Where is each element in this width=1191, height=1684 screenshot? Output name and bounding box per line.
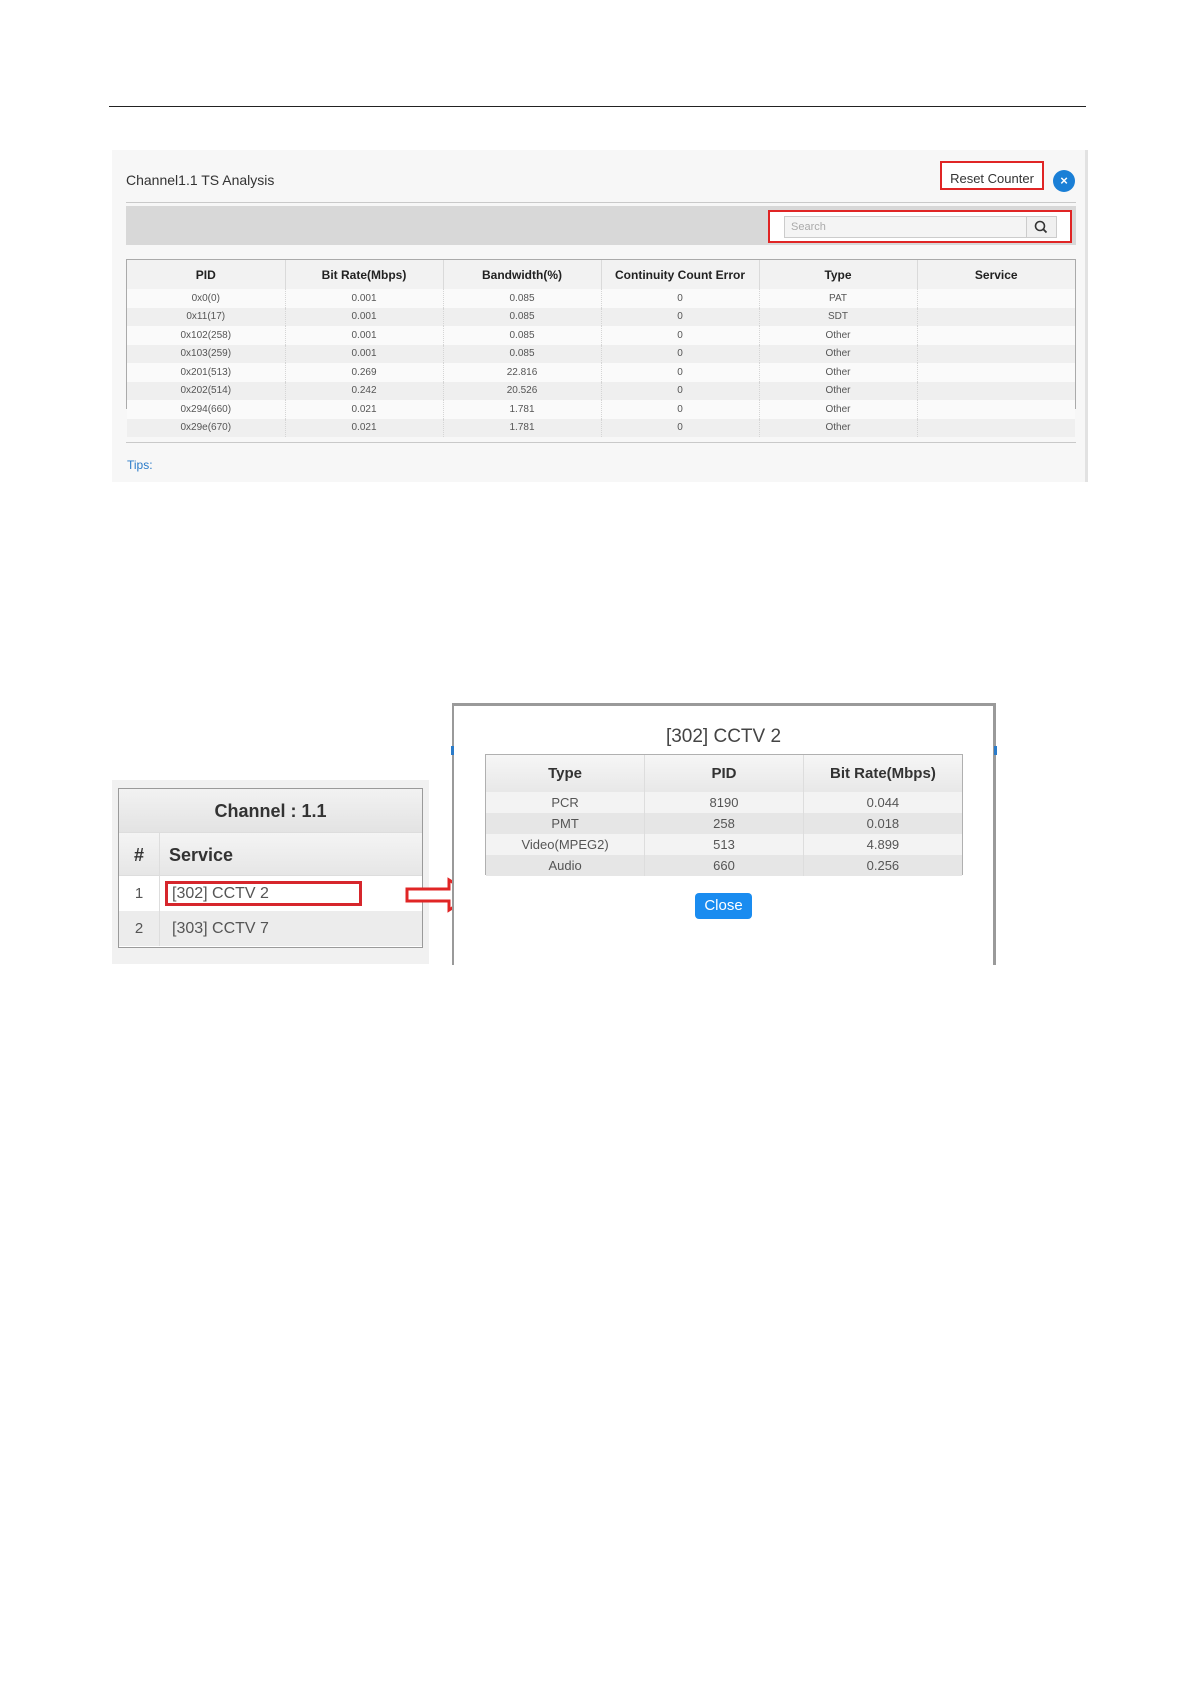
cc-error-cell: 0	[601, 400, 759, 419]
pid-cell: 258	[645, 813, 804, 834]
pid-cell: 0x294(660)	[127, 400, 285, 419]
channel-service-panel	[112, 780, 429, 964]
table-header-row	[119, 833, 422, 876]
column-header[interactable]: Bit Rate(Mbps)	[285, 260, 443, 289]
service-cell	[917, 419, 1075, 438]
search-highlight	[768, 210, 1072, 243]
column-header[interactable]: PID	[127, 260, 285, 289]
pid-cell: 0x0(0)	[127, 289, 285, 308]
service-row[interactable]	[119, 911, 422, 946]
close-icon[interactable]: ×	[1053, 170, 1075, 192]
tips-link[interactable]: Tips:	[127, 458, 153, 472]
table-row[interactable]	[127, 419, 1075, 438]
table-row	[486, 834, 962, 855]
bitrate-cell: 0.256	[803, 855, 962, 876]
edge-artifact	[451, 746, 454, 755]
pid-cell: 0x103(259)	[127, 345, 285, 364]
type-cell: Video(MPEG2)	[486, 834, 645, 855]
ts-analysis-panel	[112, 150, 1088, 482]
cc-error-cell: 0	[601, 419, 759, 438]
column-header: Bit Rate(Mbps)	[803, 755, 962, 792]
service-link[interactable]	[160, 911, 422, 946]
bandwidth-cell: 1.781	[443, 419, 601, 438]
service-detail-dialog	[452, 703, 996, 965]
type-cell: PMT	[486, 813, 645, 834]
bitrate-cell: 0.021	[285, 400, 443, 419]
bandwidth-cell: 0.085	[443, 308, 601, 327]
service-row[interactable]	[119, 876, 422, 911]
bandwidth-cell: 20.526	[443, 382, 601, 401]
pid-cell: 660	[645, 855, 804, 876]
row-number: 2	[119, 911, 160, 946]
bandwidth-cell: 0.085	[443, 326, 601, 345]
column-header[interactable]: Type	[759, 260, 917, 289]
cc-error-cell: 0	[601, 345, 759, 364]
bitrate-cell: 4.899	[803, 834, 962, 855]
table-row[interactable]	[127, 289, 1075, 308]
table-row[interactable]	[127, 382, 1075, 401]
service-cell	[917, 345, 1075, 364]
pid-cell: 0x201(513)	[127, 363, 285, 382]
table-header-row	[486, 755, 962, 792]
service-cell	[917, 400, 1075, 419]
search-input[interactable]: Search	[784, 216, 1027, 238]
table-row	[486, 813, 962, 834]
type-cell: Other	[759, 345, 917, 364]
service-cell	[917, 308, 1075, 327]
table-row[interactable]	[127, 326, 1075, 345]
service-link[interactable]	[160, 876, 422, 911]
toolbar	[126, 206, 1076, 245]
reset-counter-button[interactable]: Reset Counter	[940, 161, 1044, 190]
cc-error-cell: 0	[601, 289, 759, 308]
row-number: 1	[119, 876, 160, 911]
column-header[interactable]: Bandwidth(%)	[443, 260, 601, 289]
edge-artifact	[994, 746, 997, 755]
search-icon	[1027, 217, 1055, 237]
table-row[interactable]	[127, 345, 1075, 364]
service-cell	[917, 382, 1075, 401]
pid-cell: 0x202(514)	[127, 382, 285, 401]
type-cell: Other	[759, 419, 917, 438]
table-row	[486, 855, 962, 876]
bandwidth-cell: 0.085	[443, 345, 601, 364]
divider	[126, 442, 1076, 443]
table-header-row	[127, 260, 1075, 289]
component-table	[485, 754, 963, 875]
close-button[interactable]: Close	[695, 893, 752, 919]
type-cell: Other	[759, 326, 917, 345]
column-header[interactable]: Service	[917, 260, 1075, 289]
pid-cell: 8190	[645, 792, 804, 813]
search-button[interactable]	[1027, 216, 1057, 238]
bitrate-cell: 0.269	[285, 363, 443, 382]
cc-error-cell: 0	[601, 363, 759, 382]
table-row[interactable]	[127, 308, 1075, 327]
type-cell: Other	[759, 363, 917, 382]
bitrate-cell: 0.021	[285, 419, 443, 438]
service-name[interactable]: [302] CCTV 2	[172, 885, 269, 902]
pid-cell: 0x29e(670)	[127, 419, 285, 438]
panel-title: Channel1.1 TS Analysis	[126, 172, 275, 188]
bandwidth-cell: 22.816	[443, 363, 601, 382]
column-header: Service	[169, 845, 234, 865]
column-header: Type	[486, 755, 645, 792]
pid-cell: 0x102(258)	[127, 326, 285, 345]
pid-table	[126, 259, 1076, 434]
cc-error-cell: 0	[601, 326, 759, 345]
bitrate-cell: 0.018	[803, 813, 962, 834]
bitrate-cell: 0.001	[285, 326, 443, 345]
type-cell: SDT	[759, 308, 917, 327]
cc-error-cell: 0	[601, 382, 759, 401]
type-cell: Other	[759, 382, 917, 401]
pid-cell: 513	[645, 834, 804, 855]
channel-title: Channel : 1.1	[119, 789, 422, 833]
bitrate-cell: 0.242	[285, 382, 443, 401]
service-cell	[917, 289, 1075, 308]
column-header: #	[119, 833, 160, 875]
table-row	[486, 792, 962, 813]
bitrate-cell: 0.001	[285, 345, 443, 364]
dialog-title: [302] CCTV 2	[665, 726, 782, 747]
divider	[126, 202, 1076, 203]
column-header: PID	[645, 755, 804, 792]
service-table	[118, 788, 423, 948]
pid-cell: 0x11(17)	[127, 308, 285, 327]
type-cell: Audio	[486, 855, 645, 876]
selection-highlight	[165, 881, 362, 906]
column-header[interactable]: Continuity Count Error	[601, 260, 759, 289]
bitrate-cell: 0.001	[285, 289, 443, 308]
cc-error-cell: 0	[601, 308, 759, 327]
service-cell	[917, 363, 1075, 382]
bandwidth-cell: 0.085	[443, 289, 601, 308]
type-cell: Other	[759, 400, 917, 419]
bandwidth-cell: 1.781	[443, 400, 601, 419]
service-name[interactable]: [303] CCTV 7	[172, 920, 269, 937]
bitrate-cell: 0.001	[285, 308, 443, 327]
type-cell: PAT	[759, 289, 917, 308]
type-cell: PCR	[486, 792, 645, 813]
table-row[interactable]	[127, 363, 1075, 382]
page-header-rule	[109, 106, 1086, 107]
bitrate-cell: 0.044	[803, 792, 962, 813]
table-row[interactable]	[127, 400, 1075, 419]
service-cell	[917, 326, 1075, 345]
